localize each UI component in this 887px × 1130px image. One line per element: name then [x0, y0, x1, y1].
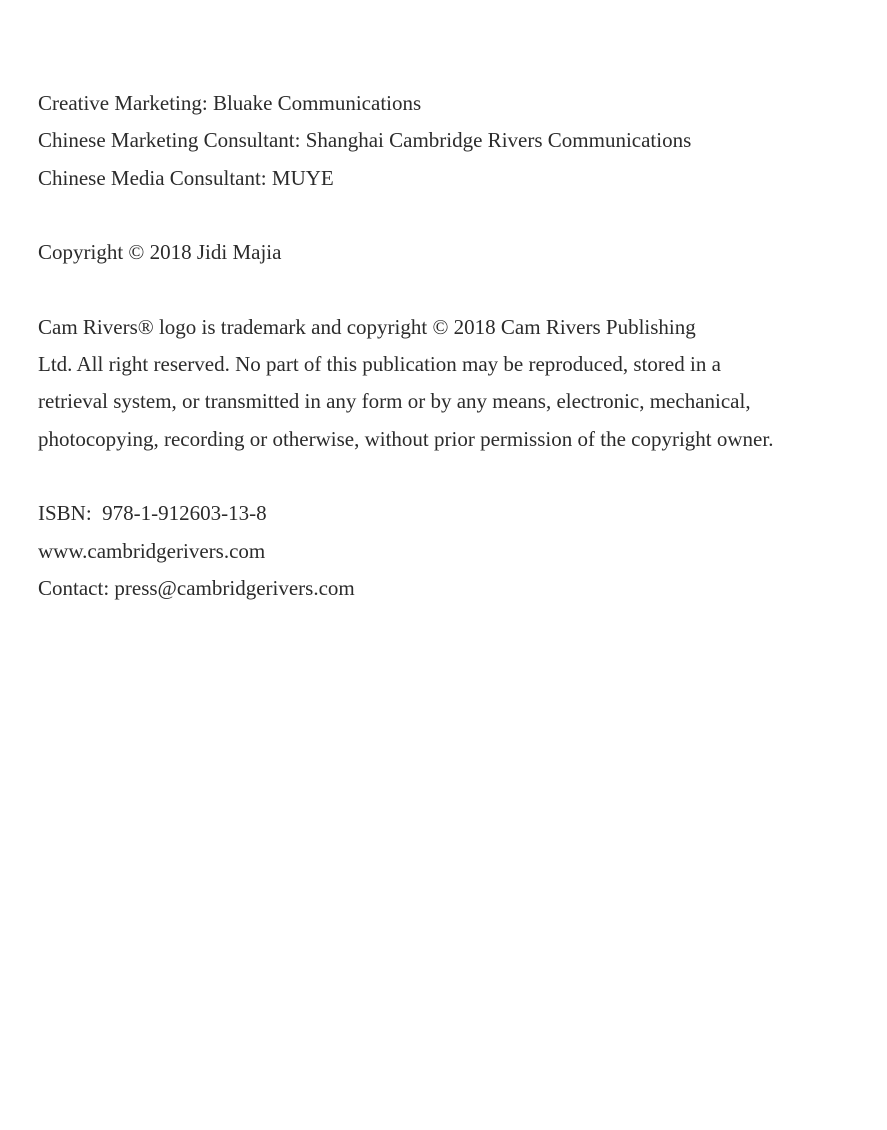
rights-notice: [38, 309, 874, 458]
credit-chinese-media: Chinese Media Consultant: MUYE: [38, 165, 334, 190]
rights-notice-line-4: photocopying, recording or otherwise, without prior permission of the copyright owner.: [38, 426, 774, 451]
copyright-author: Copyright © 2018 Jidi Majia: [38, 240, 282, 265]
spacer: [38, 458, 874, 495]
isbn: ISBN: 978-1-912603-13-8: [38, 501, 267, 526]
credit-chinese-marketing: Chinese Marketing Consultant: Shanghai Cambridge Rivers Communications: [38, 128, 692, 153]
website-link[interactable]: www.cambridgerivers.com: [38, 538, 266, 563]
copyright-page: [38, 85, 874, 607]
rights-notice-line-1: Cam Rivers® logo is trademark and copyright © 2018 Cam Rivers Publishing: [38, 314, 696, 339]
contact-email[interactable]: Contact: press@cambridgerivers.com: [38, 575, 355, 600]
rights-notice-line-2: Ltd. All right reserved. No part of this publication may be reproduced, stored in a: [38, 352, 721, 377]
rights-notice-line-3: retrieval system, or transmitted in any form or by any means, electronic, mechanical,: [38, 389, 751, 414]
credit-creative-marketing: Creative Marketing: Bluake Communications: [38, 91, 422, 115]
spacer: [38, 271, 874, 308]
spacer: [38, 197, 874, 234]
